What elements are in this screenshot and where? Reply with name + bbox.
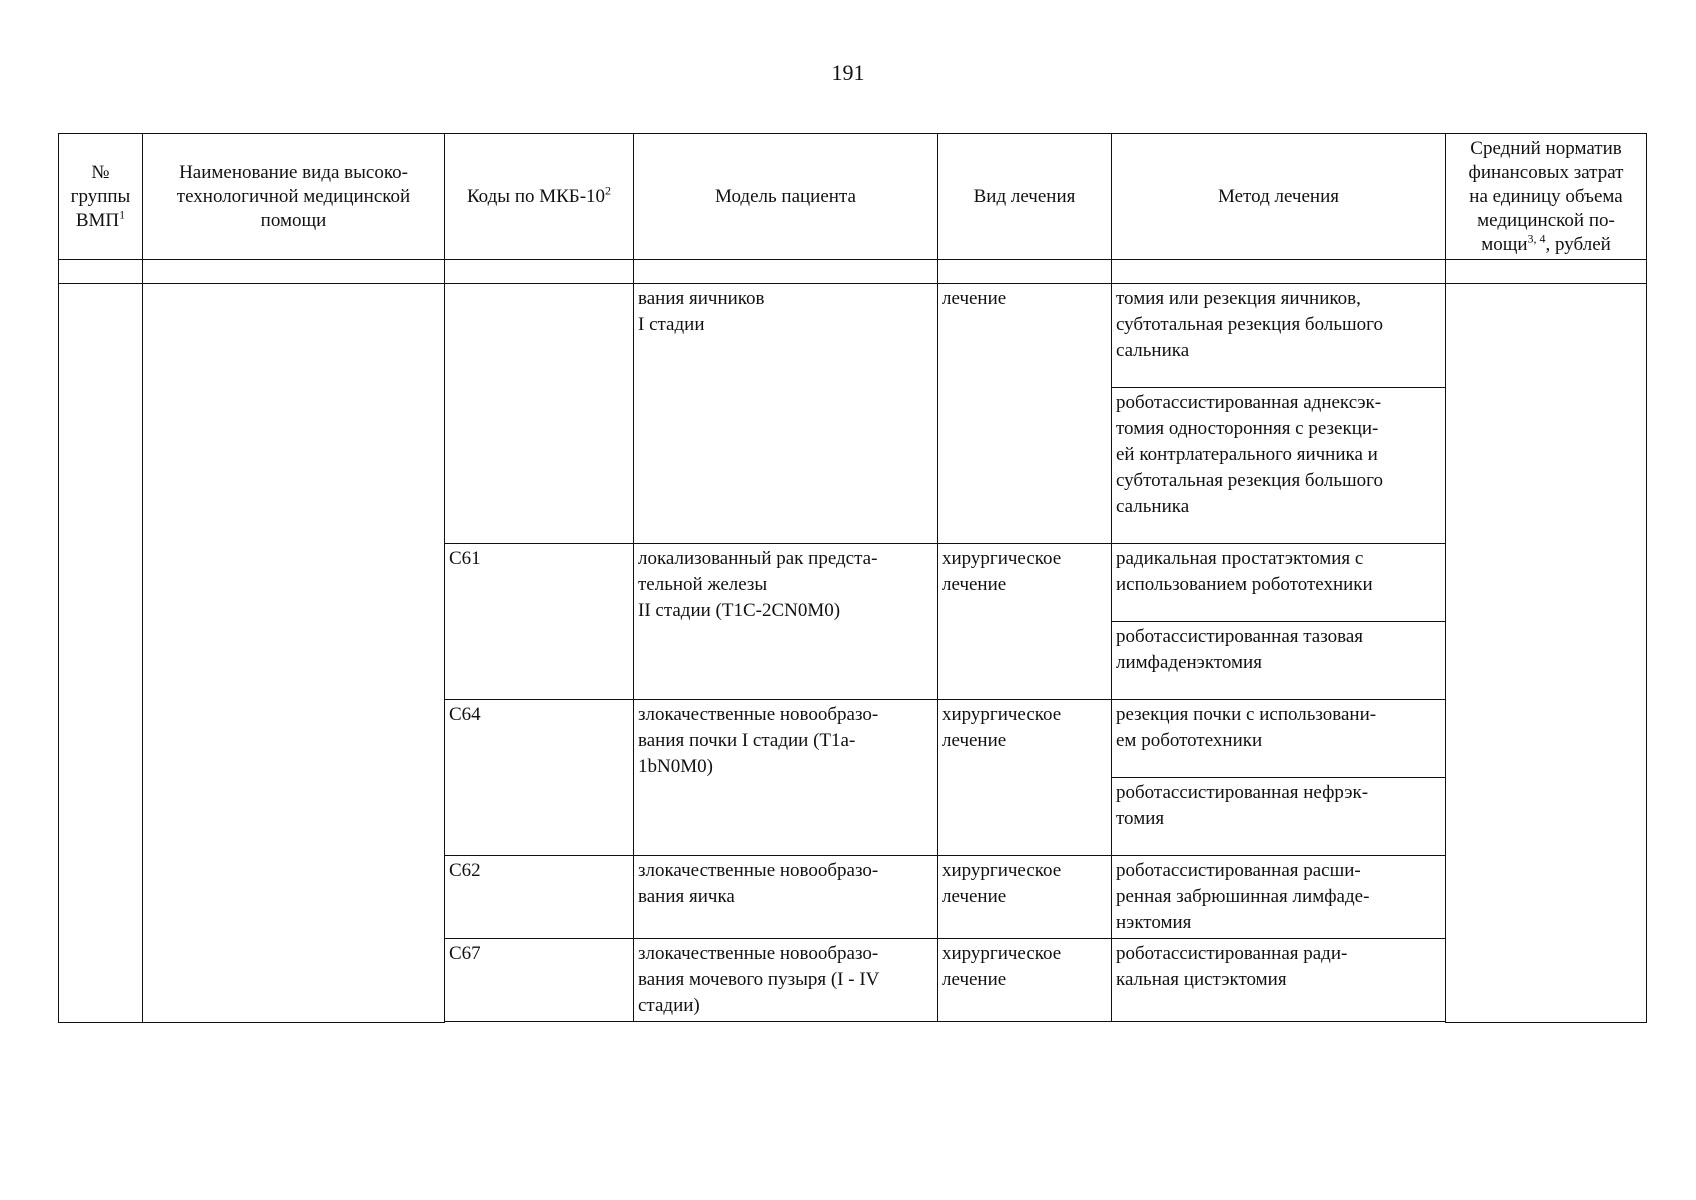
patient-model-cell: вания яичников I стадии (634, 284, 938, 544)
header-group-no: № группы ВМП$^1$ (59, 134, 143, 260)
table-header-row (59, 134, 1647, 260)
vmp-table (58, 133, 1647, 1023)
header-avg-cost: Средний норматив финансовых затрат на единицу объема медицинской по- мощи$^{3, 4}$, рублей (1446, 134, 1647, 260)
treatment-type-cell: хирургическое лечение (938, 856, 1112, 939)
icd-code-cell: C64 (445, 700, 634, 856)
treatment-type-cell: хирургическое лечение (938, 700, 1112, 856)
table-row (59, 284, 1647, 388)
group-no-cell (59, 284, 143, 1023)
empty-cell (143, 260, 445, 284)
empty-cell (634, 1022, 938, 1023)
patient-model-cell: злокачественные новообразо- вания почки I стадии (T1a- 1bN0M0) (634, 700, 938, 856)
header-vmp-name: Наименование вида высоко- технологичной медицинской помощи (143, 134, 445, 260)
vmp-name-cell (143, 284, 445, 1023)
avg-cost-cell (1446, 284, 1647, 1023)
empty-cell (59, 260, 143, 284)
empty-cell (938, 1022, 1112, 1023)
icd-code-cell (445, 284, 634, 544)
header-icd-codes: Коды по МКБ-$10^2$ (445, 134, 634, 260)
empty-cell (938, 260, 1112, 284)
empty-cell (1112, 260, 1446, 284)
empty-cell (634, 260, 938, 284)
treatment-method-cell: роботассистированная аднексэк- томия односторонняя с резекци- ей контрлатерального яичника и субтотальная резекция большого сальника (1112, 388, 1446, 544)
patient-model-cell: локализованный рак предста- тельной железы II стадии (T1C-2CN0M0) (634, 544, 938, 700)
page-number: 191 (831, 60, 865, 85)
header-patient-model: Модель пациента (634, 134, 938, 260)
treatment-type-cell: хирургическое лечение (938, 544, 1112, 700)
treatment-method-cell: томия или резекция яичников, субтотальная резекция большого сальника (1112, 284, 1446, 388)
empty-cell (1112, 1022, 1446, 1023)
treatment-method-cell: роботассистированная ради- кальная цистэктомия (1112, 939, 1446, 1022)
empty-cell (445, 260, 634, 284)
patient-model-cell: злокачественные новообразо- вания яичка (634, 856, 938, 939)
treatment-method-cell: роботассистированная тазовая лимфаденэктомия (1112, 622, 1446, 700)
icd-code-cell: C67 (445, 939, 634, 1022)
empty-cell (1446, 260, 1647, 284)
header-treatment-type: Вид лечения (938, 134, 1112, 260)
header-treatment-method: Метод лечения (1112, 134, 1446, 260)
icd-code-cell: C61 (445, 544, 634, 700)
column-number-row (59, 260, 1647, 284)
icd-code-cell: C62 (445, 856, 634, 939)
treatment-method-cell: радикальная простатэктомия с использованием робототехники (1112, 544, 1446, 622)
treatment-method-cell: резекция почки с использовани- ем робототехники (1112, 700, 1446, 778)
treatment-type-cell: лечение (938, 284, 1112, 544)
patient-model-cell: злокачественные новообразо- вания мочевого пузыря (I - IV стадии) (634, 939, 938, 1022)
treatment-type-cell: хирургическое лечение (938, 939, 1112, 1022)
treatment-method-cell: роботассистированная нефрэк- томия (1112, 778, 1446, 856)
treatment-method-cell: роботассистированная расши- ренная забрюшинная лимфаде- нэктомия (1112, 856, 1446, 939)
empty-cell (445, 1022, 634, 1023)
